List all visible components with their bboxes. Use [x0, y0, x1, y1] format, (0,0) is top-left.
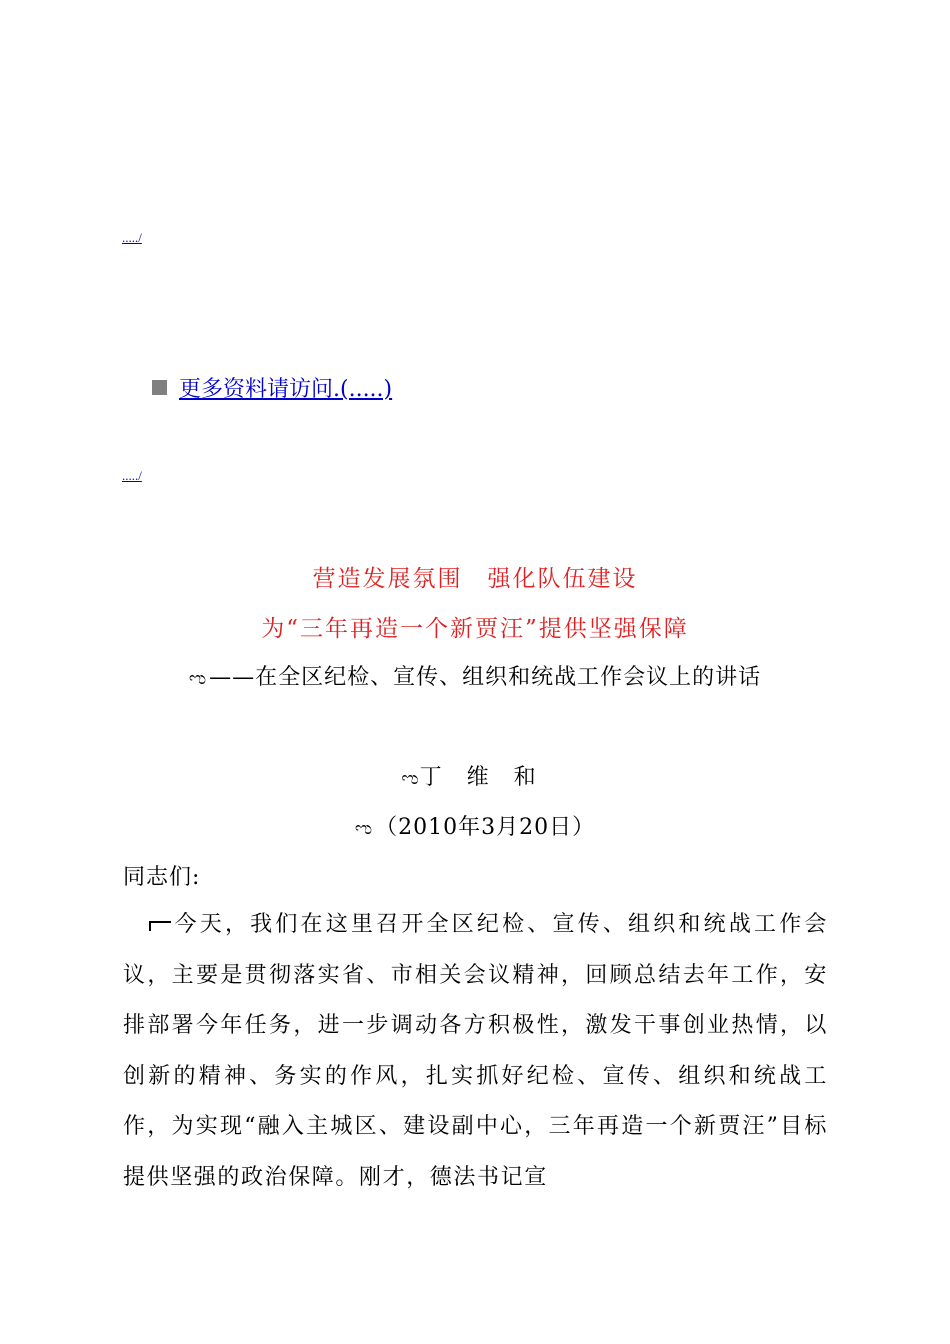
body-paragraph — [123, 900, 828, 1203]
author-char: 维 — [466, 765, 490, 790]
document-title-line2: 为“三年再造一个新贾汪”提供坚强保障 — [261, 616, 689, 642]
document-title-line1: 营造发展氛围 强化队伍建设 — [312, 566, 638, 592]
document-subtitle — [0, 660, 950, 691]
swirl-mark-icon: ಌ — [354, 818, 374, 839]
author-char: 和 — [513, 765, 537, 790]
author-char: 丁 — [419, 765, 443, 790]
paragraph-text: 今天，我们在这里召开全区纪检、宣传、组织和统战工作会议，主要是贯彻落实省、市相关会议精神，回顾总结去年工作，安排部署今年任务，进一步调动各方积极性，激发干事创业热情，以创新的精神、务实的作风，扎实抓好纪检、宣传、组织和统战工作，为实现“融入主城区、建设副中心，三年再造一个新贾汪”目标提供坚强的政治保障。刚才，德法书记宣 — [123, 912, 828, 1190]
date-line — [0, 810, 950, 841]
more-info-link[interactable]: 更多资料请访问.(.....) — [179, 377, 393, 402]
more-info-row — [152, 372, 392, 403]
paragraph-mark-icon — [147, 913, 173, 933]
bottom-small-link[interactable]: ...../ — [122, 468, 142, 483]
top-small-link[interactable]: ...../ — [122, 230, 142, 245]
square-bullet-icon — [152, 380, 167, 395]
salutation: 同志们: — [123, 865, 201, 890]
swirl-mark-icon: ಌ — [188, 668, 208, 689]
author-line — [0, 760, 950, 791]
date-text: （2010年3月20日） — [375, 815, 596, 840]
subtitle-text: ——在全区纪检、宣传、组织和统战工作会议上的讲话 — [209, 665, 762, 690]
swirl-mark-icon: ಌ — [401, 768, 420, 789]
